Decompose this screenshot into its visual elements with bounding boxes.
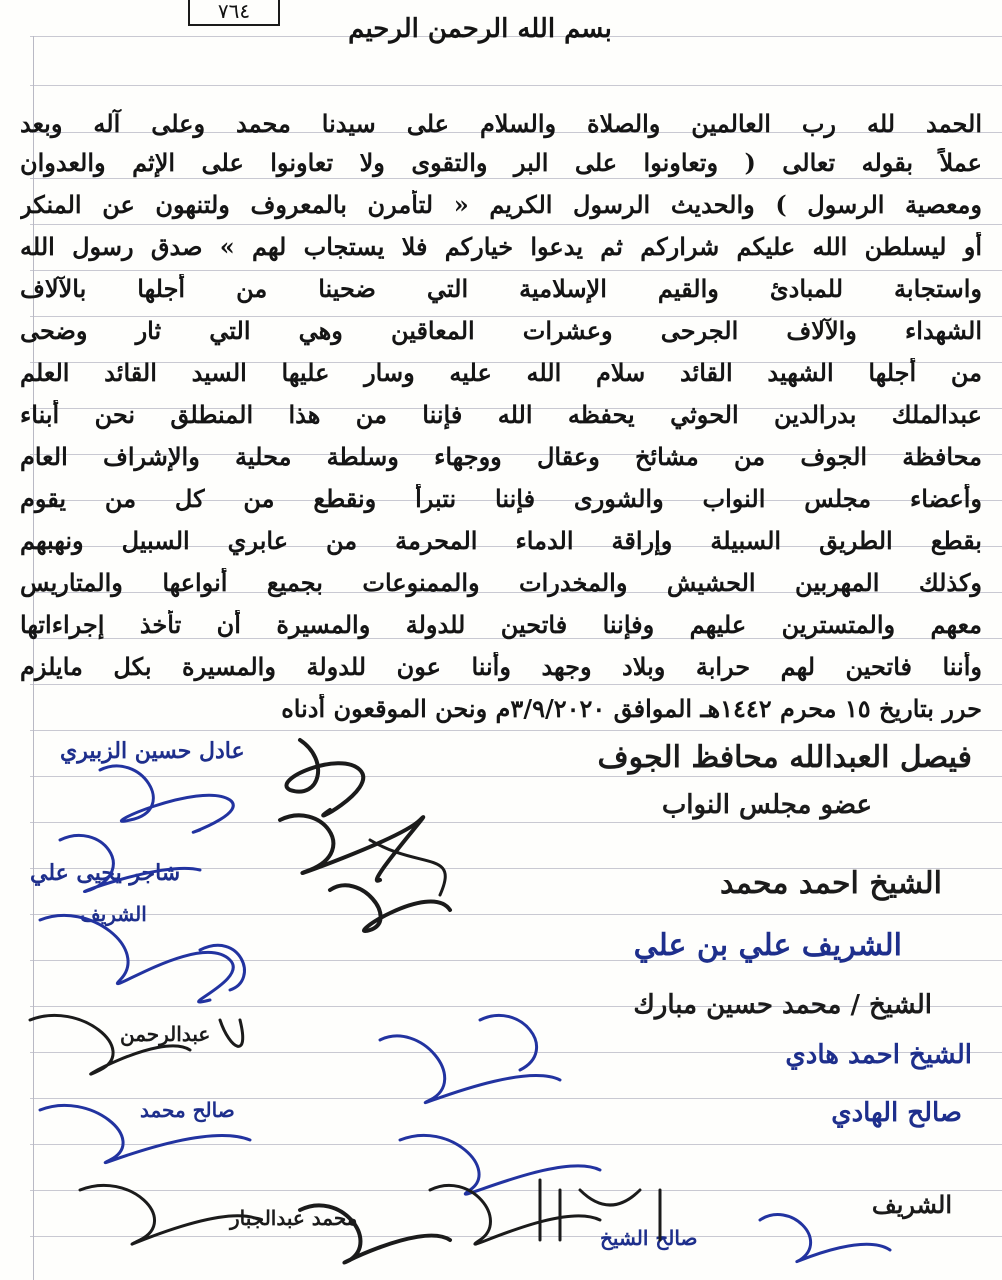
signature-scribbles	[0, 720, 1002, 1280]
signature-name: الشريف	[871, 1190, 952, 1219]
signature-name: فيصل العبدالله محافظ الجوف	[597, 740, 972, 775]
signature-name: الشريف	[80, 902, 147, 926]
signature-name: عضو مجلس النواب	[661, 790, 872, 820]
body-line: الحمد لله رب العالمين والصلاة والسلام على سيدنا محمد وعلى آله وبعد	[20, 109, 982, 138]
body-line: من أجلها الشهيد القائد سلام الله عليه وسار عليها السيد القائد العلم	[20, 358, 982, 387]
ruled-line	[30, 270, 1002, 271]
body-line: عملاً بقوله تعالى ( وتعاونوا على البر والتقوى ولا تعاونوا على الإثم والعدوان	[20, 148, 982, 177]
body-line: وأننا فاتحين لهم حرابة وبلاد وجهد وأننا عون للدولة والمسيرة بكل مايلزم	[20, 652, 982, 681]
body-line: الشهداء والآلاف الجرحى وعشرات المعاقين وهي التي ثار وضحى	[20, 316, 982, 345]
ruled-line	[30, 684, 1002, 685]
body-line: أو ليسلطن الله عليكم شراركم ثم يدعوا خياركم فلا يستجاب لهم » صدق رسول الله	[20, 232, 982, 261]
page-number: ٧٦٤	[188, 0, 280, 26]
signature-name: صالح الشيخ	[600, 1226, 698, 1250]
ruled-line	[30, 178, 1002, 179]
body-line: معهم والمتسترين عليهم وفإننا فاتحين للدولة والمسيرة أن تأخذ إجراءاتها	[20, 610, 982, 639]
ruled-line	[30, 85, 1002, 86]
body-line: وأعضاء مجلس النواب والشورى فإننا نتبرأ ونقطع من كل من يقوم	[20, 484, 982, 513]
body-line: ومعصية الرسول ) والحديث الرسول الكريم « لتأمرن بالمعروف ولتنهون عن المنكر	[20, 190, 982, 219]
body-line: وكذلك المهربين الحشيش والمخدرات والممنوعات بجميع أنواعها والمتاريس	[20, 568, 982, 597]
signature-name: الشيخ احمد هادي	[785, 1040, 972, 1070]
signature-name: الشيخ احمد محمد	[719, 866, 942, 901]
body-line: حرر بتاريخ ١٥ محرم ١٤٤٢هـ الموافق ٣/٩/٢٠٢٠م ونحن الموقعون أدناه	[281, 694, 982, 723]
body-line: محافظة الجوف من مشائخ وعقال ووجهاء وسلطة محلية والإشراف العام	[20, 442, 982, 471]
signature-name: صالح الهادي	[831, 1098, 962, 1128]
ruled-line	[30, 224, 1002, 225]
signature-name: صالح محمد	[140, 1098, 235, 1122]
basmala-heading: بسم الله الرحمن الرحيم	[348, 14, 612, 44]
signature-name: الشيخ / محمد حسين مبارك	[633, 990, 932, 1020]
signature-name: عادل حسين الزبيري	[60, 738, 245, 764]
signature-name: محمد عبدالجبار	[230, 1206, 358, 1230]
body-line: عبدالملك بدرالدين الحوثي يحفظه الله فإننا من هذا المنطلق نحن أبناء	[20, 400, 982, 429]
body-line: بقطع الطريق السبيلة وإراقة الدماء المحرمة من عابري السبيل ونهبهم	[20, 526, 982, 555]
body-line: واستجابة للمبادئ والقيم الإسلامية التي ضحينا من أجلها بالآلاف	[20, 274, 982, 303]
signature-name: الشريف علي بن علي	[633, 928, 902, 963]
signature-name: شاجر يحيى علي	[30, 860, 181, 886]
signature-name: عبدالرحمن	[120, 1022, 211, 1046]
